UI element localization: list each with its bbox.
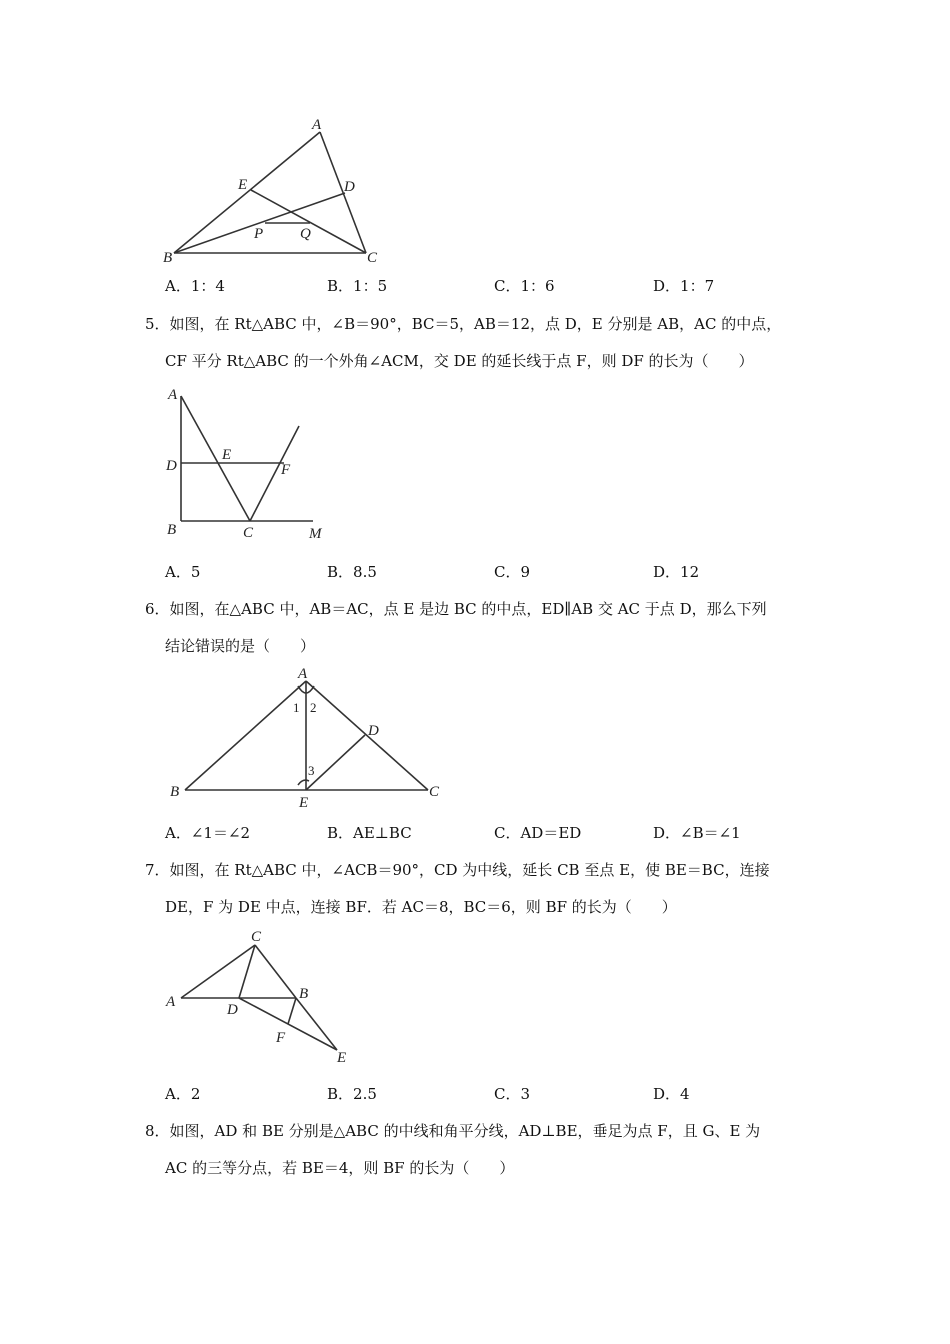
q7-option-c[interactable]: C．3 [494, 1085, 531, 1103]
q6-label-E: E [299, 795, 309, 811]
q5-label-D: D [166, 458, 177, 474]
q4-options [165, 275, 865, 297]
q6-label-B: B [170, 784, 180, 800]
q7-stem-line2: DE，F 为 DE 中点，连接 BF．若 AC＝8，BC＝6，则 BF 的长为（ ） [165, 898, 677, 916]
q6-angle-1: 1 [293, 700, 300, 715]
q7-label-A: A [166, 994, 176, 1010]
q7-option-d[interactable]: D．4 [653, 1085, 690, 1103]
q4-option-a[interactable]: A．1：4 [165, 277, 225, 295]
q4-label-D: D [344, 179, 355, 195]
q5-stem-line1: 5．如图，在 Rt△ABC 中，∠B＝90°，BC＝5，AB＝12，点 D，E 分别是 AB，AC 的中点， [145, 315, 782, 333]
q8-stem-line1: 8．如图，AD 和 BE 分别是△ABC 的中线和角平分线，AD⊥BE，垂足为点 F，且 G、E 为 [145, 1122, 761, 1140]
q7-options [165, 1083, 865, 1105]
q7-label-C: C [251, 929, 262, 945]
q5-option-b[interactable]: B．8.5 [327, 563, 377, 581]
q5-label-E: E [222, 447, 232, 463]
q5-option-c[interactable]: C．9 [494, 563, 531, 581]
q4-figure [160, 110, 400, 270]
q6-stem-line2: 结论错误的是（ ） [165, 637, 316, 655]
q8-stem-line2: AC 的三等分点，若 BE＝4，则 BF 的长为（ ） [165, 1159, 515, 1177]
q4-label-A: A [312, 117, 322, 133]
q6-figure [160, 660, 450, 810]
q7-stem-line1: 7．如图，在 Rt△ABC 中，∠ACB＝90°，CD 为中线，延长 CB 至点 E，使 BE＝BC，连接 [145, 861, 770, 879]
q7-option-a[interactable]: A．2 [165, 1085, 201, 1103]
q5-label-F: F [281, 462, 291, 478]
q7-label-D: D [227, 1002, 238, 1018]
q4-label-E: E [238, 177, 248, 193]
q6-options [165, 822, 865, 844]
q6-option-c[interactable]: C．AD＝ED [494, 824, 582, 842]
q6-option-a[interactable]: A．∠1＝∠2 [165, 824, 251, 842]
q5-label-A: A [168, 387, 178, 403]
q6-label-C: C [429, 784, 440, 800]
q4-label-C: C [367, 250, 378, 266]
q5-option-d[interactable]: D．12 [653, 563, 700, 581]
q4-option-d[interactable]: D．1：7 [653, 277, 715, 295]
q6-angle-2: 2 [310, 700, 317, 715]
q6-option-d[interactable]: D．∠B＝∠1 [653, 824, 741, 842]
q4-option-b[interactable]: B．1：5 [327, 277, 388, 295]
q5-figure [160, 380, 340, 545]
q6-angle-3: 3 [308, 763, 315, 778]
q4-label-P: P [254, 226, 264, 242]
q7-figure [160, 922, 360, 1067]
q5-stem-line2: CF 平分 Rt△ABC 的一个外角∠ACM，交 DE 的延长线于点 F，则 DF 的长为（ ） [165, 352, 754, 370]
q6-label-A: A [298, 666, 308, 682]
q4-label-B: B [163, 250, 173, 266]
q6-label-D: D [368, 723, 379, 739]
q7-label-B: B [299, 986, 309, 1002]
q5-label-B: B [167, 522, 177, 538]
q4-label-Q: Q [300, 226, 311, 242]
q6-option-b[interactable]: B．AE⊥BC [327, 824, 412, 842]
q7-label-E: E [337, 1050, 347, 1066]
q7-option-b[interactable]: B．2.5 [327, 1085, 377, 1103]
q5-option-a[interactable]: A．5 [165, 563, 201, 581]
q4-option-c[interactable]: C．1：6 [494, 277, 555, 295]
q5-label-M: M [309, 526, 322, 542]
q7-label-F: F [276, 1030, 286, 1046]
q6-stem-line1: 6．如图，在△ABC 中，AB＝AC，点 E 是边 BC 的中点，ED∥AB 交 AC 于点 D，那么下列 [145, 600, 767, 618]
q5-options [165, 561, 865, 583]
q5-label-C: C [243, 525, 254, 541]
